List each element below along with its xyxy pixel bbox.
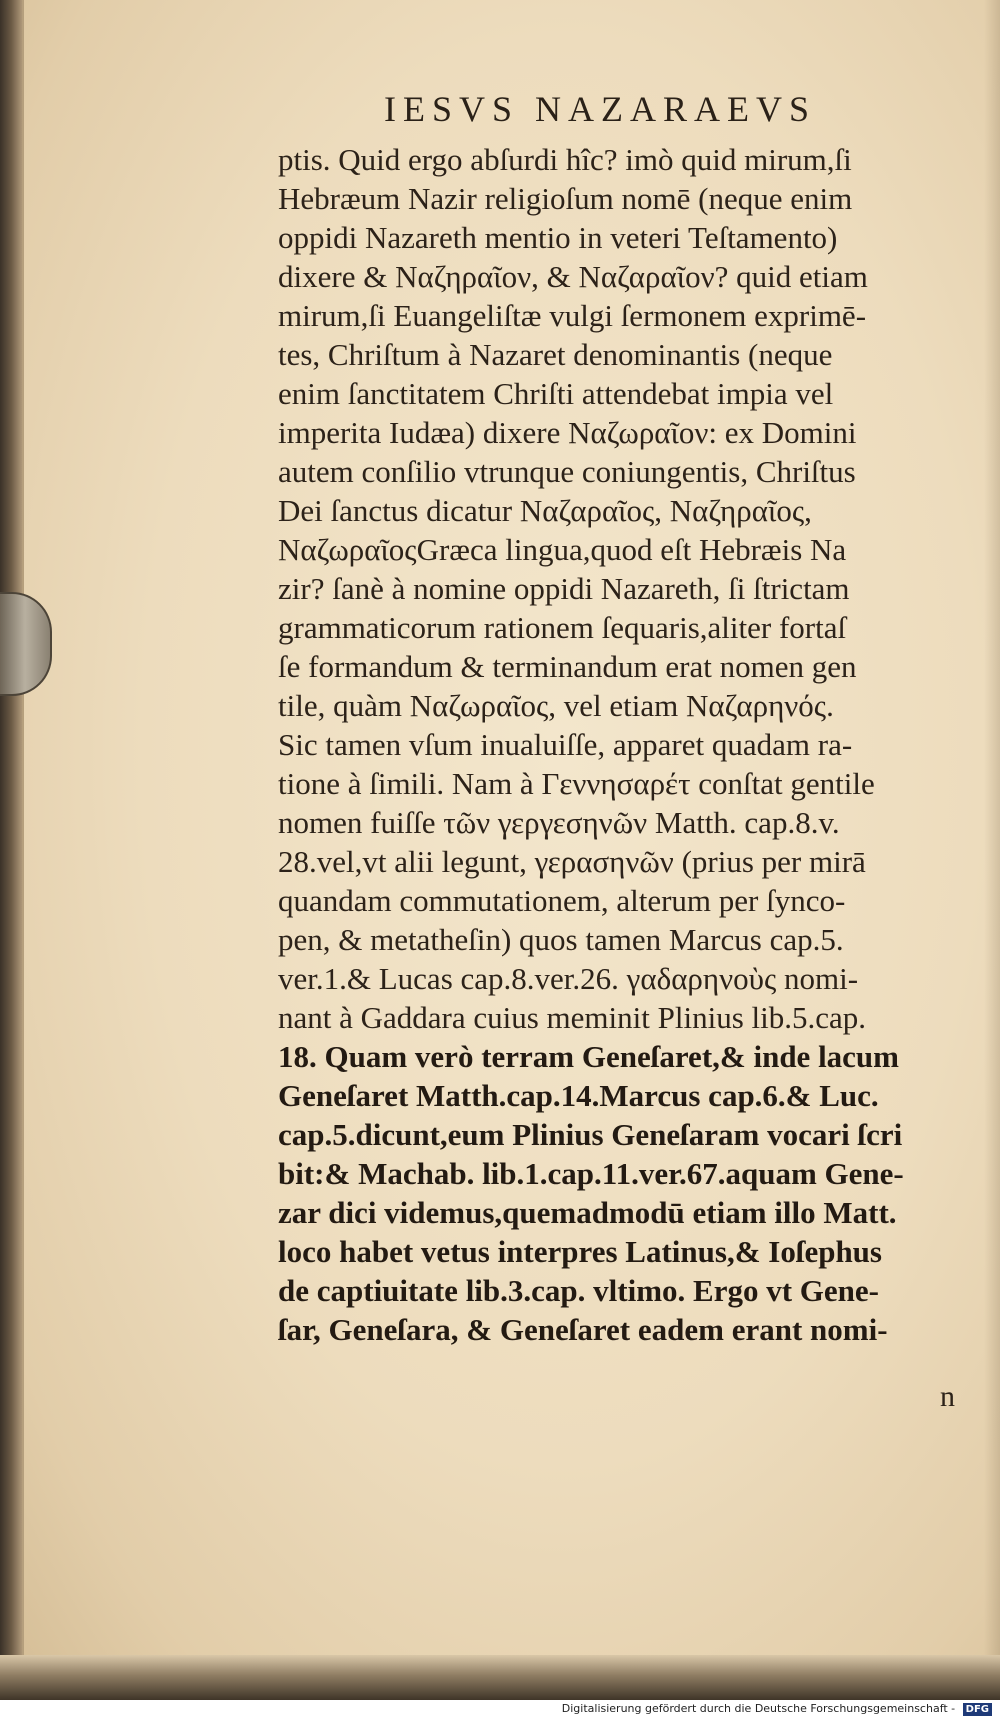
text-line: tes, Chriſtum à Nazaret denominantis (neque [278, 337, 833, 372]
text-line: grammaticorum rationem ſequaris,aliter fortaſ [278, 610, 847, 645]
text-line: 18. Quam verò terram Geneſaret,& inde lacum [278, 1039, 899, 1074]
text-line: dixere & Ναζηραῖον, & Ναζαραῖον? quid etiam [278, 259, 868, 294]
body-text [278, 140, 986, 1349]
text-line: oppidi Nazareth mentio in veteri Teſtamento) [278, 220, 838, 255]
catchword: n [940, 1380, 955, 1413]
text-line: tile, quàm Ναζωραῖος, vel etiam Ναζαρηνός. [278, 688, 834, 723]
text-line: loco habet vetus interpres Latinus,& Ioſephus [278, 1234, 882, 1269]
text-line: Dei ſanctus dicatur Ναζαραῖος, Ναζηραῖος, [278, 493, 812, 528]
text-line: nomen fuiſſe τῶν γεργεσηνῶν Matth. cap.8.v. [278, 805, 840, 840]
credit-text: Digitalisierung gefördert durch die Deutsche Forschungsgemeinschaft - [561, 1702, 956, 1715]
text-line: ſar, Geneſara, & Geneſaret eadem erant nomi- [278, 1312, 888, 1347]
running-head: IESVS NAZARAEVS [384, 89, 817, 129]
text-line: zir? ſanè à nomine oppidi Nazareth, ſi ſtrictam [278, 571, 850, 606]
text-line: Sic tamen vſum inualuiſſe, apparet quadam ra- [278, 727, 853, 762]
text-line: zar dici videmus,quemadmodū etiam illo Matt. [278, 1195, 897, 1230]
text-line: bit:& Machab. lib.1.cap.11.ver.67.aquam Gene- [278, 1156, 904, 1191]
text-line: de captiuitate lib.3.cap. vltimo. Ergo vt Gene- [278, 1273, 879, 1308]
text-line: ΝαζωραῖοςGræca lingua,quod eſt Hebræis Na [278, 532, 847, 567]
dfg-logo: DFG [963, 1703, 992, 1716]
text-line: imperita Iudæa) dixere Ναζωραῖον: ex Domini [278, 415, 857, 450]
text-line: 28.vel,vt alii legunt, γερασηνῶν (prius per mirā [278, 844, 866, 879]
text-line: enim ſanctitatem Chriſti attendebat impia vel [278, 376, 834, 411]
text-line: cap.5.dicunt,eum Plinius Geneſaram vocari ſcri [278, 1117, 903, 1152]
text-line: ptis. Quid ergo abſurdi hîc? imò quid mirum,ſi [278, 142, 852, 177]
text-line: ſe formandum & terminandum erat nomen gen [278, 649, 857, 684]
digitization-credit [562, 1702, 992, 1716]
text-line: ver.1.& Lucas cap.8.ver.26. γαδαρηνοὺς nomi- [278, 961, 859, 996]
book-bottom-edge [0, 1655, 1000, 1700]
text-line: nant à Gaddara cuius meminit Plinius lib.5.cap. [278, 1000, 867, 1035]
text-line: tione à ſimili. Nam à Γεννησαρέτ conſtat gentile [278, 766, 875, 801]
text-line: Geneſaret Matth.cap.14.Marcus cap.6.& Luc. [278, 1078, 879, 1113]
text-line: pen, & metatheſin) quos tamen Marcus cap.5. [278, 922, 844, 957]
text-line: quandam commutationem, alterum per ſynco- [278, 883, 846, 918]
page-edge-shadow [984, 0, 1000, 1668]
text-line: Hebræum Nazir religioſum nomē (neque enim [278, 181, 853, 216]
text-line: mirum,ſi Euangeliſtæ vulgi ſermonem exprimē- [278, 298, 867, 333]
text-line: autem conſilio vtrunque coniungentis, Chriſtus [278, 454, 856, 489]
